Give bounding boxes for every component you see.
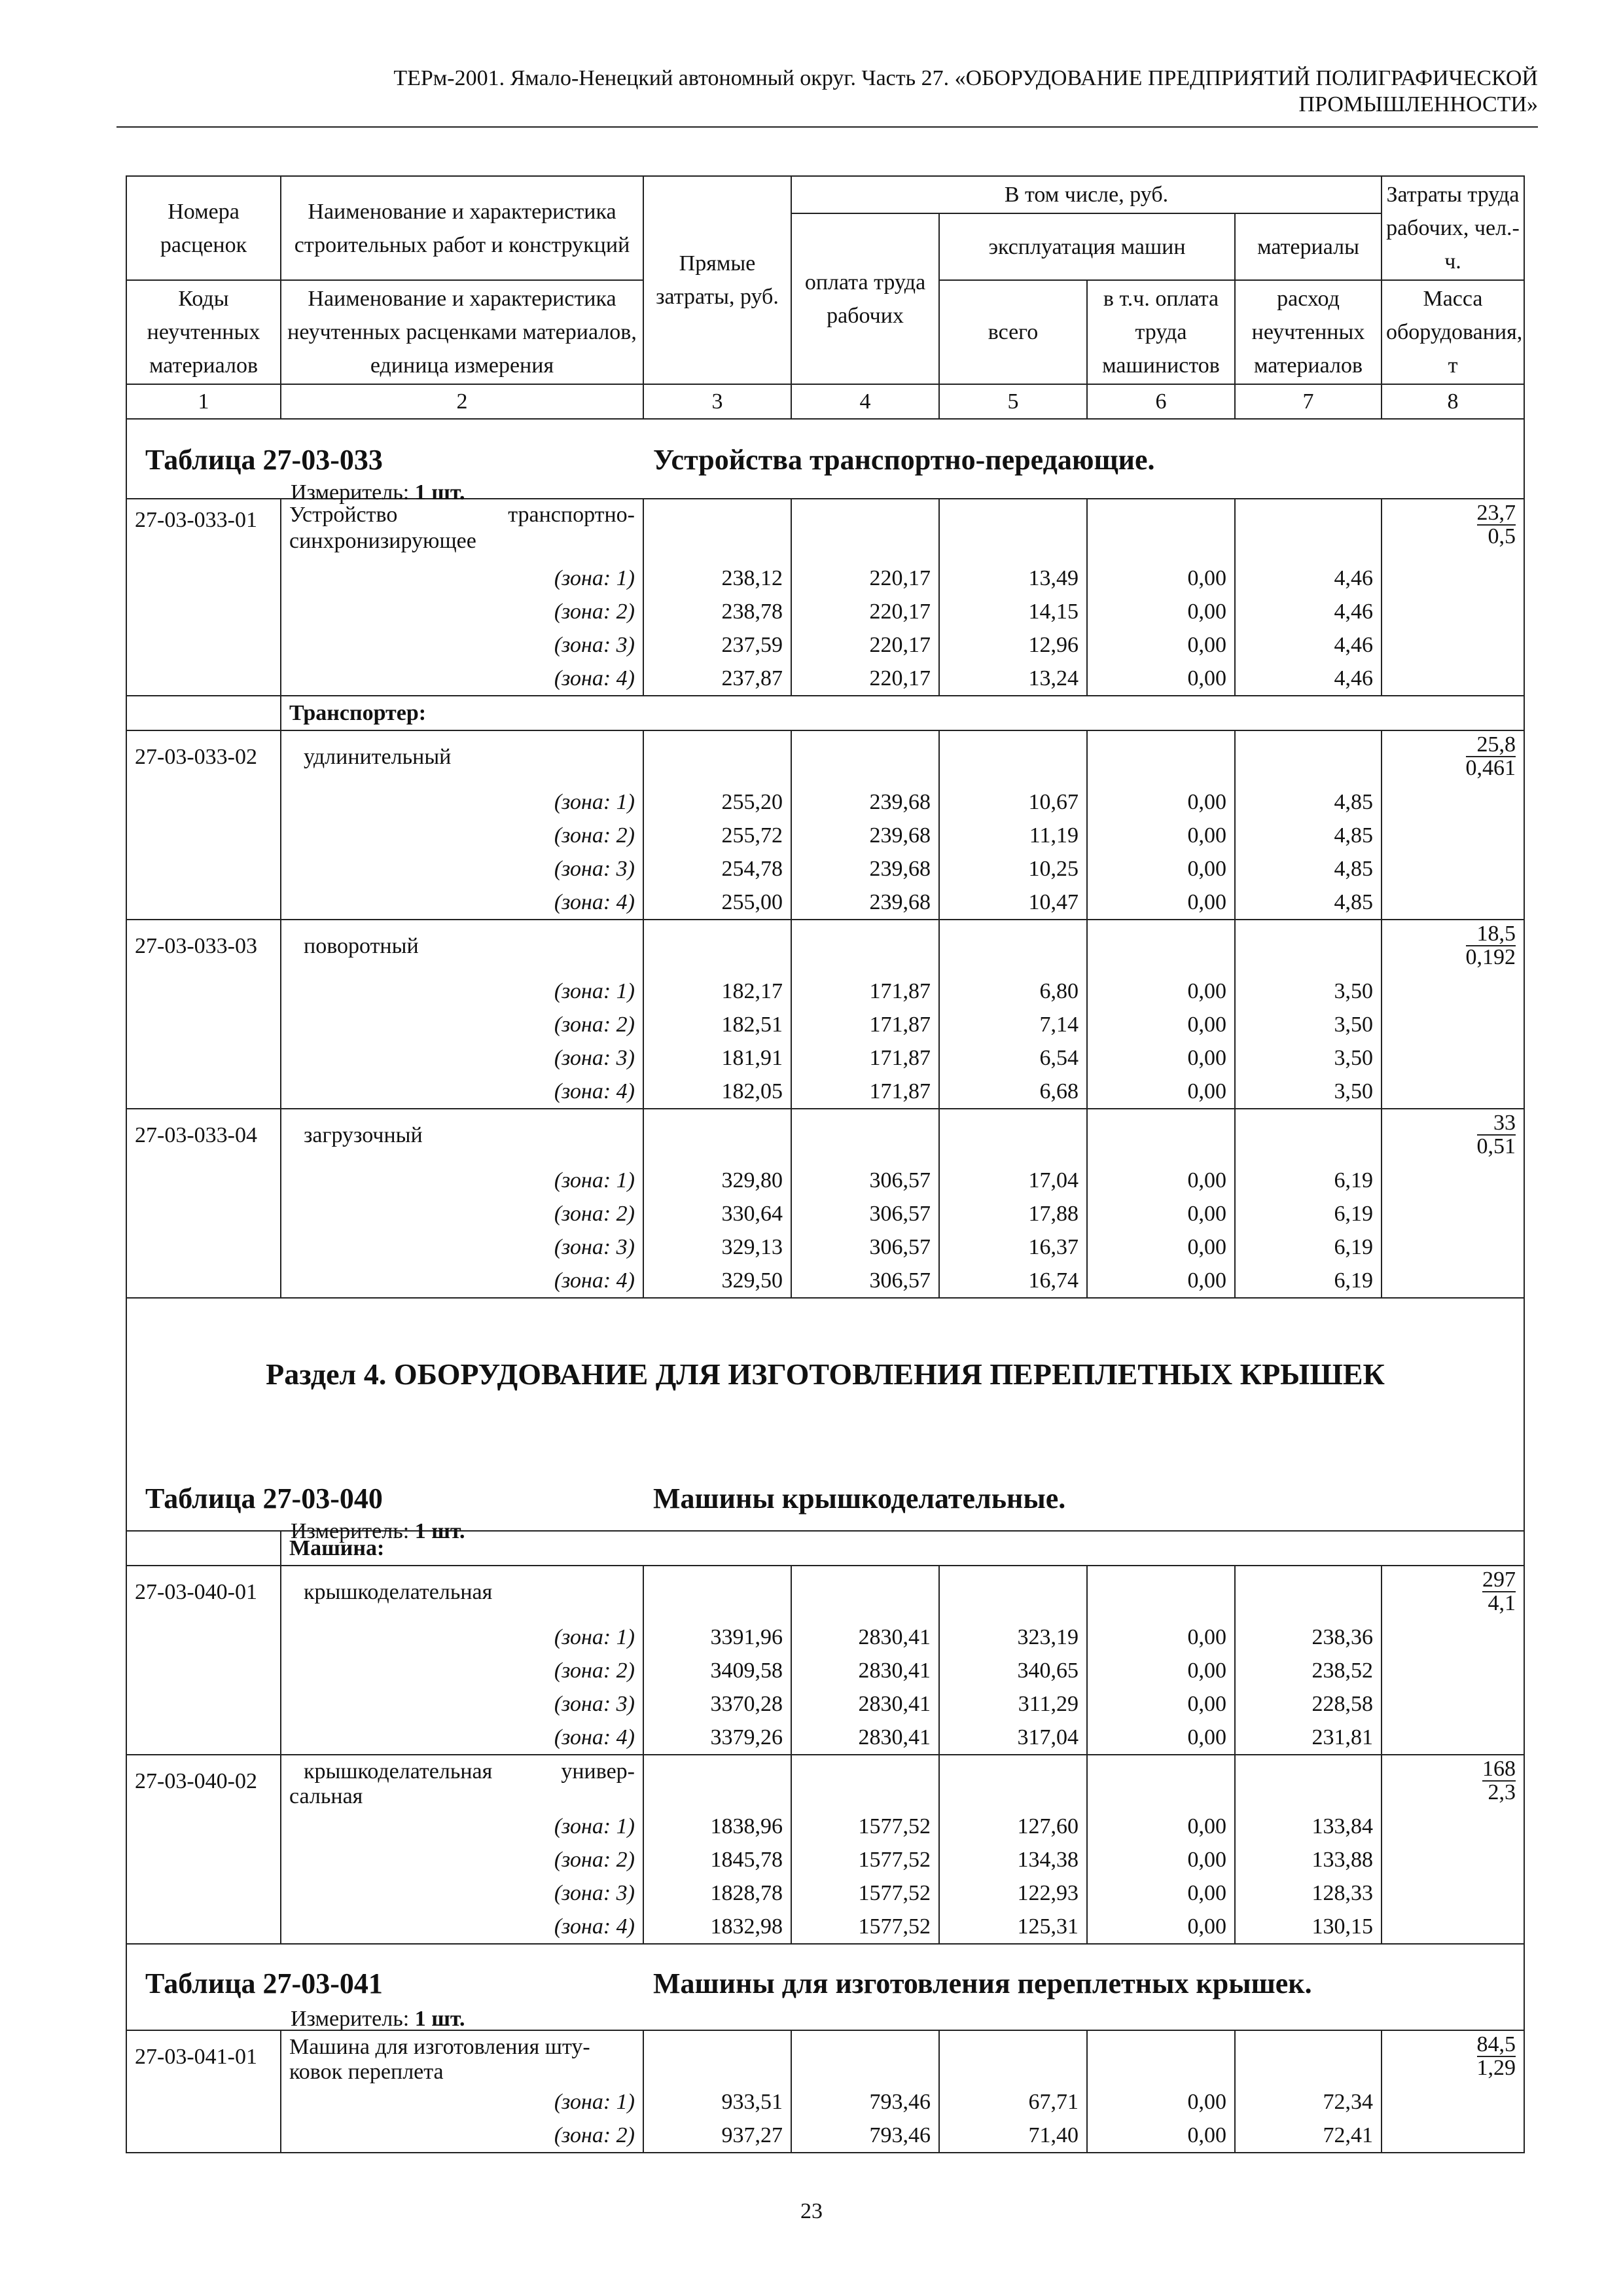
rate-name: удлинительный bbox=[281, 730, 643, 785]
rate-name: загрузочный bbox=[281, 1109, 643, 1164]
th-materials-usage: расход неучтенных материалов bbox=[1235, 280, 1382, 384]
zone-row: (зона: 2) 3409,58 2830,41 340,65 0,00 238,52 bbox=[126, 1654, 1524, 1687]
rate-code: 27-03-040-02 bbox=[126, 1755, 281, 1810]
th-machines-wages: в т.ч. оплата труда машинистов bbox=[1087, 280, 1235, 384]
table-row bbox=[126, 2030, 1524, 2085]
rate-code: 27-03-033-04 bbox=[126, 1109, 281, 1164]
table-name: Таблица 27-03-033 bbox=[145, 444, 383, 476]
th-labor: Затраты труда рабочих, чел.-ч. bbox=[1382, 176, 1524, 280]
zone-row: (зона: 2) 238,78 220,17 14,15 0,00 4,46 bbox=[126, 595, 1524, 628]
th-wages: оплата труда рабочих bbox=[791, 213, 939, 384]
group-label: Транспортер: bbox=[281, 696, 1524, 730]
rate-code: 27-03-033-02 bbox=[126, 730, 281, 785]
col-num-1: 1 bbox=[126, 384, 281, 419]
rate-code: 27-03-033-03 bbox=[126, 920, 281, 975]
zone-row: (зона: 1) 255,20 239,68 10,67 0,00 4,85 bbox=[126, 785, 1524, 819]
col-num-8: 8 bbox=[1382, 384, 1524, 419]
zone-row: (зона: 3) 181,91 171,87 6,54 0,00 3,50 bbox=[126, 1041, 1524, 1075]
zone-row: (зона: 4) 255,00 239,68 10,47 0,00 4,85 bbox=[126, 886, 1524, 920]
table-description: Машины крышкоделательные. bbox=[653, 1482, 1066, 1515]
table-description: Устройства транспортно-передающие. bbox=[653, 444, 1155, 476]
zone-row: (зона: 4) 329,50 306,57 16,74 0,00 6,19 bbox=[126, 1264, 1524, 1298]
th-rate-numbers: Номера расценок bbox=[126, 176, 281, 280]
table-name: Таблица 27-03-040 bbox=[145, 1482, 383, 1515]
rate-code: 27-03-033-01 bbox=[126, 499, 281, 562]
zone-row: (зона: 2) 1845,78 1577,52 134,38 0,00 133,88 bbox=[126, 1843, 1524, 1876]
table-row bbox=[126, 1755, 1524, 1810]
zone-row: (зона: 3) 1828,78 1577,52 122,93 0,00 128,33 bbox=[126, 1876, 1524, 1910]
measure-unit: Измеритель: 1 шт. bbox=[291, 1519, 465, 1543]
zone-row: (зона: 4) 237,87 220,17 13,24 0,00 4,46 bbox=[126, 662, 1524, 696]
table-title-040 bbox=[127, 1458, 1524, 1543]
zone-row: (зона: 4) 3379,26 2830,41 317,04 0,00 231,81 bbox=[126, 1721, 1524, 1755]
zone-row: (зона: 1) 3391,96 2830,41 323,19 0,00 238,36 bbox=[126, 1621, 1524, 1654]
labor-mass: $\frac{23,7}{0,5}$ bbox=[1476, 501, 1516, 548]
table-title-033 bbox=[127, 420, 1524, 505]
col-num-6: 6 bbox=[1087, 384, 1235, 419]
zone-row: (зона: 2) 330,64 306,57 17,88 0,00 6,19 bbox=[126, 1197, 1524, 1230]
zone-row: (зона: 3) 329,13 306,57 16,37 0,00 6,19 bbox=[126, 1230, 1524, 1264]
labor-mass: $\frac{18,5}{0,192}$ bbox=[1465, 922, 1516, 969]
th-machines: эксплуатация машин bbox=[939, 213, 1235, 280]
table-description: Машины для изготовления переплетных крышек. bbox=[653, 1967, 1312, 2000]
th-material-names: Наименование и характеристика неучтенных расценками материалов, единица измерения bbox=[281, 280, 643, 384]
group-label: Машина: bbox=[281, 1531, 1524, 1566]
th-mass: Масса оборудования, т bbox=[1382, 280, 1524, 384]
rate-name: Устройство транспортно- синхронизирующее bbox=[281, 499, 643, 562]
col-num-4: 4 bbox=[791, 384, 939, 419]
zone-row: (зона: 2) 255,72 239,68 11,19 0,00 4,85 bbox=[126, 819, 1524, 852]
labor-mass: $\frac{33}{0,51}$ bbox=[1476, 1111, 1516, 1158]
rate-name: поворотный bbox=[281, 920, 643, 975]
zone-row: (зона: 3) 254,78 239,68 10,25 0,00 4,85 bbox=[126, 852, 1524, 886]
zone-row: (зона: 1) 182,17 171,87 6,80 0,00 3,50 bbox=[126, 975, 1524, 1008]
table-title-041 bbox=[127, 1945, 1524, 2030]
rate-name: Машина для изготовления шту- ковок переплета bbox=[281, 2030, 643, 2085]
col-num-7: 7 bbox=[1235, 384, 1382, 419]
zone-row: (зона: 4) 182,05 171,87 6,68 0,00 3,50 bbox=[126, 1075, 1524, 1109]
labor-mass: $\frac{25,8}{0,461}$ bbox=[1465, 732, 1516, 780]
measure-unit: Измеритель: 1 шт. bbox=[291, 480, 465, 505]
zone-row: (зона: 2) 937,27 793,46 71,40 0,00 72,41 bbox=[126, 2119, 1524, 2153]
header-line-1: ТЕРм-2001. Ямало-Ненецкий автономный округ. Часть 27. «ОБОРУДОВАНИЕ ПРЕДПРИЯТИЙ ПОЛИГРАФИЧЕСКОЙ bbox=[393, 66, 1538, 90]
zone-row: (зона: 1) 933,51 793,46 67,71 0,00 72,34 bbox=[126, 2085, 1524, 2119]
page-header bbox=[118, 65, 1538, 118]
zone-row: (зона: 4) 1832,98 1577,52 125,31 0,00 130,15 bbox=[126, 1910, 1524, 1944]
table-row bbox=[126, 1109, 1524, 1164]
table-row bbox=[126, 1566, 1524, 1621]
zone-row: (зона: 1) 329,80 306,57 17,04 0,00 6,19 bbox=[126, 1164, 1524, 1197]
th-direct-costs: Прямые затраты, руб. bbox=[643, 176, 791, 384]
col-num-2: 2 bbox=[281, 384, 643, 419]
th-machines-total: всего bbox=[939, 280, 1087, 384]
section-title: Раздел 4. ОБОРУДОВАНИЕ ДЛЯ ИЗГОТОВЛЕНИЯ ПЕРЕПЛЕТНЫХ КРЫШЕК bbox=[266, 1357, 1385, 1391]
labor-mass: $\frac{297}{4,1}$ bbox=[1482, 1568, 1516, 1615]
measure-unit: Измеритель: 1 шт. bbox=[291, 2007, 465, 2031]
th-including: В том числе, руб. bbox=[791, 176, 1382, 213]
header-rule bbox=[116, 126, 1538, 128]
col-num-5: 5 bbox=[939, 384, 1087, 419]
rate-code: 27-03-040-01 bbox=[126, 1566, 281, 1621]
table-row bbox=[126, 730, 1524, 785]
header-line-2: ПРОМЫШЛЕННОСТИ» bbox=[1298, 92, 1538, 117]
th-material-codes: Коды неучтенных материалов bbox=[126, 280, 281, 384]
zone-row: (зона: 2) 182,51 171,87 7,14 0,00 3,50 bbox=[126, 1008, 1524, 1041]
col-num-3: 3 bbox=[643, 384, 791, 419]
th-materials: материалы bbox=[1235, 213, 1382, 280]
page-number: 23 bbox=[800, 2199, 823, 2223]
zone-row: (зона: 3) 237,59 220,17 12,96 0,00 4,46 bbox=[126, 628, 1524, 662]
th-work-name: Наименование и характеристика строительных работ и конструкций bbox=[281, 176, 643, 280]
table-row bbox=[126, 920, 1524, 975]
labor-mass: $\frac{84,5}{1,29}$ bbox=[1476, 2032, 1516, 2080]
zone-row: (зона: 1) 238,12 220,17 13,49 0,00 4,46 bbox=[126, 562, 1524, 595]
zone-row: (зона: 3) 3370,28 2830,41 311,29 0,00 228,58 bbox=[126, 1687, 1524, 1721]
rate-name: крышкоделательная универ- сальная bbox=[281, 1755, 643, 1810]
labor-mass: $\frac{168}{2,3}$ bbox=[1482, 1757, 1516, 1804]
rate-name: крышкоделательная bbox=[281, 1566, 643, 1621]
rates-table bbox=[126, 175, 1525, 2153]
zone-row: (зона: 1) 1838,96 1577,52 127,60 0,00 133,84 bbox=[126, 1810, 1524, 1843]
rate-code: 27-03-041-01 bbox=[126, 2030, 281, 2085]
table-name: Таблица 27-03-041 bbox=[145, 1967, 383, 2000]
